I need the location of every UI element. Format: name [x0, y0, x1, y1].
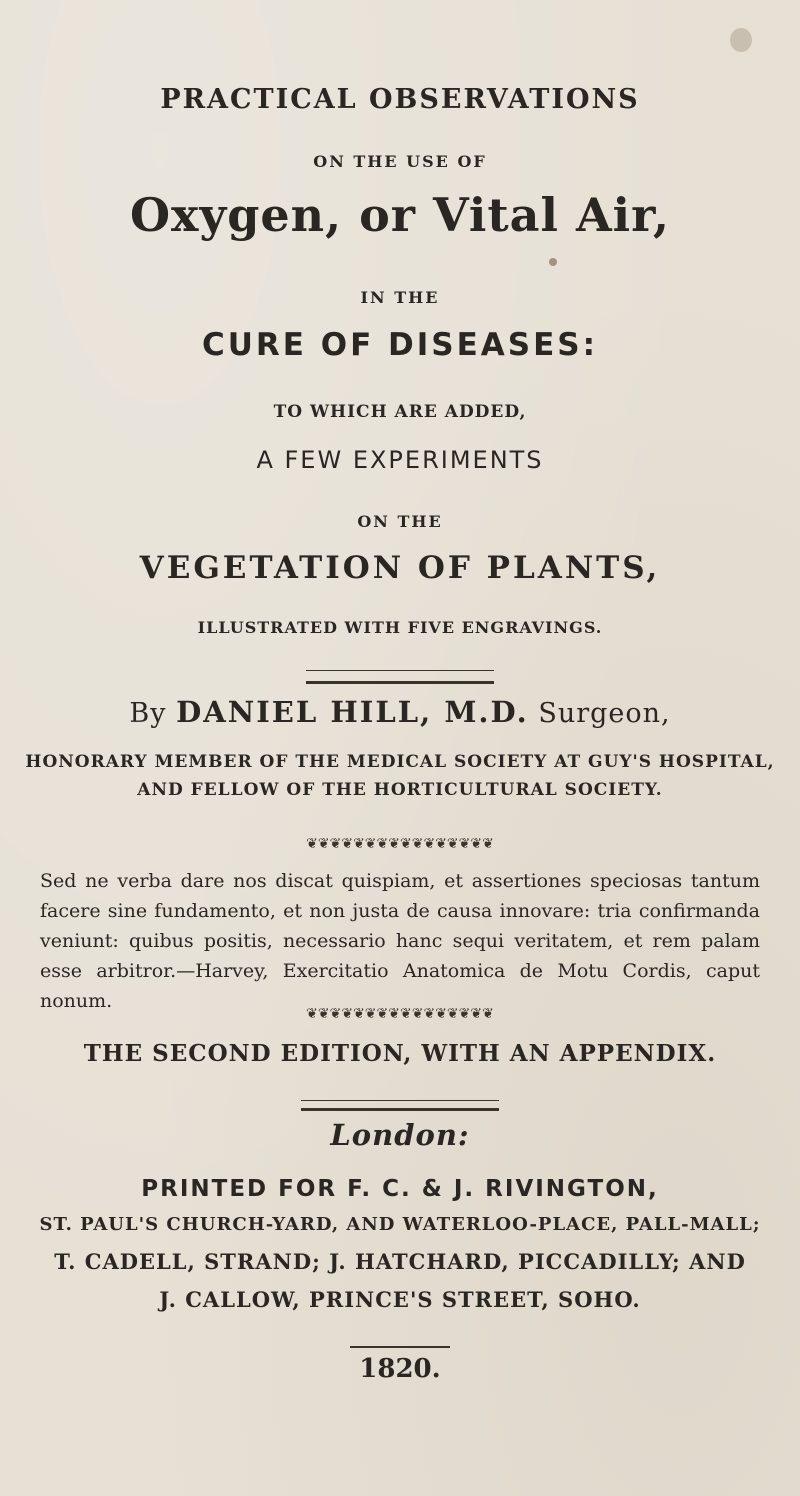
- author-honorary: HONORARY MEMBER OF THE MEDICAL SOCIETY AT GUY'S HOSPITAL,: [25, 752, 775, 772]
- edition-statement: THE SECOND EDITION, WITH AN APPENDIX.: [83, 1040, 717, 1067]
- cure-of-diseases: CURE OF DISEASES:: [201, 327, 599, 363]
- imprint-printed-for: PRINTED FOR F. C. & J. RIVINGTON,: [141, 1176, 659, 1202]
- imprint-address-1: ST. PAUL'S CHURCH-YARD, AND WATERLOO-PLACE, PALL-MALL;: [39, 1214, 761, 1235]
- vegetation-of-plants: VEGETATION OF PLANTS,: [139, 550, 661, 586]
- paper-stain: [730, 28, 752, 52]
- single-rule: [350, 1346, 450, 1348]
- author-role: Surgeon,: [538, 698, 671, 729]
- publication-year: 1820.: [359, 1354, 441, 1384]
- double-rule: [301, 1100, 499, 1111]
- ornament-rule: ❦❦❦❦❦❦❦❦❦❦❦❦❦❦❦❦: [306, 1006, 494, 1022]
- imprint-city: London:: [330, 1118, 470, 1152]
- in-the: IN THE: [360, 288, 440, 307]
- author-line: [0, 695, 800, 729]
- imprint-address-2: T. CADELL, STRAND; J. HATCHARD, PICCADILLY; AND: [54, 1249, 746, 1274]
- author-name: DANIEL HILL, M.D.: [176, 695, 529, 729]
- paper-stain: [549, 258, 557, 266]
- on-the-use-of: ON THE USE OF: [313, 152, 487, 171]
- a-few-experiments: A FEW EXPERIMENTS: [256, 446, 544, 474]
- author-by: By: [129, 698, 167, 729]
- epigraph: Sed ne verba dare nos discat quispiam, et assertiones speciosas tantum facere sine fundamento, et non justa de causa innovare: tria confirmanda veniunt: quibus positis, necessario hanc sequi veritatem, et rem palam esse arbitror.—Harvey, Exercitatio Anatomica de Motu Cordis, caput nonum.: [40, 870, 760, 1012]
- to-which-are-added: TO WHICH ARE ADDED,: [273, 402, 527, 422]
- book-title: PRACTICAL OBSERVATIONS: [160, 84, 640, 115]
- ornament-rule: ❦❦❦❦❦❦❦❦❦❦❦❦❦❦❦❦: [306, 836, 494, 852]
- illustrated-with-engravings: ILLUSTRATED WITH FIVE ENGRAVINGS.: [197, 618, 603, 637]
- double-rule: [306, 670, 494, 684]
- author-fellow: AND FELLOW OF THE HORTICULTURAL SOCIETY.: [137, 780, 663, 800]
- imprint-address-3: J. CALLOW, PRINCE'S STREET, SOHO.: [159, 1287, 641, 1312]
- on-the: ON THE: [357, 512, 443, 531]
- subject-heading: Oxygen, or Vital Air,: [129, 188, 671, 242]
